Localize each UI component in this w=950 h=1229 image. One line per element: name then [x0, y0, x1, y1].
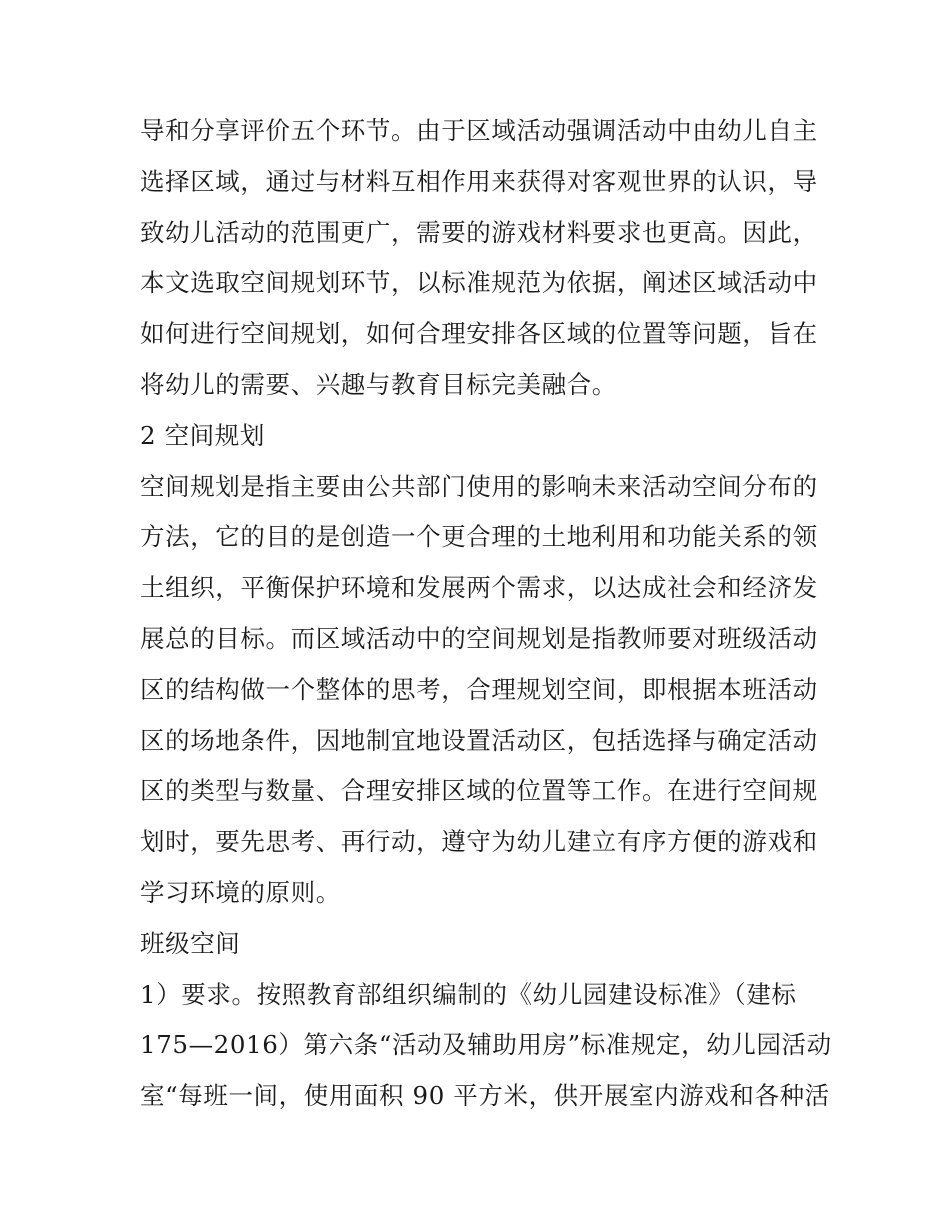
paragraph-line: 区的类型与数量、合理安排区域的位置等工作。在进行空间规: [140, 776, 818, 806]
document-body: [140, 106, 832, 1122]
section-heading: 2 空间规划: [140, 420, 265, 450]
paragraph-line: 学习环境的原则。: [140, 877, 341, 907]
paragraph-line: 空间规划是指主要由公共部门使用的影响未来活动空间分布的: [140, 471, 818, 501]
paragraph-line: 区的结构做一个整体的思考，合理规划空间，即根据本班活动: [140, 674, 818, 704]
paragraph-line: 方法，它的目的是创造一个更合理的土地利用和功能关系的领: [140, 522, 818, 552]
paragraph-line: 175—2016）第六条“活动及辅助用房”标准规定，幼儿园活动: [140, 1030, 832, 1060]
paragraph-line: 室“每班一间，使用面积 90 平方米，供开展室内游戏和各种活: [140, 1081, 830, 1111]
paragraph-line: 导和分享评价五个环节。由于区域活动强调活动中由幼儿自主: [140, 116, 818, 145]
paragraph-line: 本文选取空间规划环节，以标准规范为依据，阐述区域活动中: [140, 268, 818, 298]
paragraph-line: 将幼儿的需要、兴趣与教育目标完美融合。: [140, 369, 617, 399]
paragraph-line: 如何进行空间规划，如何合理安排各区域的位置等问题，旨在: [140, 319, 818, 349]
paragraph-line: 选择区域，通过与材料互相作用来获得对客观世界的认识，导: [140, 166, 818, 196]
paragraph-line: 展总的目标。而区域活动中的空间规划是指教师要对班级活动: [140, 623, 818, 653]
subsection-heading: 班级空间: [140, 928, 241, 958]
paragraph-line: 致幼儿活动的范围更广，需要的游戏材料要求也更高。因此，: [140, 217, 818, 247]
paragraph-line: 划时，要先思考、再行动，遵守为幼儿建立有序方便的游戏和: [140, 827, 818, 857]
paragraph-line: 土组织，平衡保护环境和发展两个需求，以达成社会和经济发: [140, 573, 818, 603]
paragraph-line: 1）要求。按照教育部组织编制的《幼儿园建设标准》（建标: [140, 979, 797, 1009]
paragraph-line: 区的场地条件，因地制宜地设置活动区，包括选择与确定活动: [140, 725, 818, 755]
